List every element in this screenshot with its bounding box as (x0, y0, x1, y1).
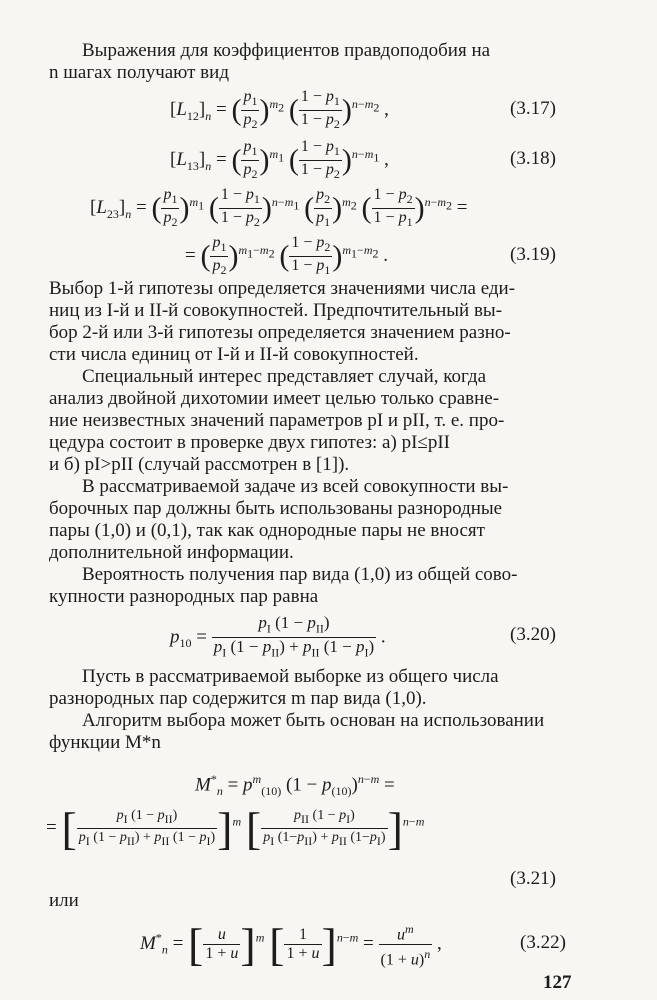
equation-number: (3.22) (520, 932, 566, 953)
equation-number: (3.18) (510, 148, 556, 169)
equation-3-20: $p_{10}$ = $\frac{p_I (1 - p_{II})}{p_I (1 - p_{II}) + p_{II} (1 - p_I)}$ . (170, 613, 386, 660)
text-line: цедура состоит в проверке двух гипотез: а) pI≤pII (49, 432, 450, 453)
text-line: n шагах получают вид (49, 62, 229, 83)
equation-number: (3.17) (510, 98, 556, 119)
equation-number: (3.20) (510, 624, 556, 645)
equation-3-17: $[L_{12}]_n$ = ( $\frac{p_1}{p_2}$ )$^{m_2}$ ( $\frac{1 - p_1}{1 - p_2}$ )$^{n-m_2}$ , (170, 88, 389, 132)
text-line: Специальный интерес представляет случай, когда (82, 366, 487, 387)
equation-3-19-line1: $[L_{23}]_n$ = ( $\frac{p_1}{p_2}$ )$^{m_1}$ ( $\frac{1 - p_1}{1 - p_2}$ )$^{n-m_1}$ ( $\frac{p_2}{p_1}$ )$^{m_2}$ ( $\frac{1 - p_2}{1 - p_1}$ )$^{n-m_2}$ = (90, 186, 468, 230)
text-line: или (49, 890, 79, 911)
text-line: функции M*n (49, 732, 161, 753)
page-number: 127 (543, 972, 572, 993)
text-line: пары (1,0) и (0,1), так как однородные пары не вносят (49, 520, 485, 541)
text-line: бор 2-й или 3-й гипотезы определяется значением разно- (49, 322, 511, 343)
text-line: ние неизвестных значений параметров pI и pII, т. е. про- (49, 410, 505, 431)
text-line: разнородных пар содержится m пар вида (1,0). (49, 688, 427, 709)
text-line: Алгоритм выбора может быть основан на использовании (82, 710, 545, 731)
equation-3-22: $M^*_n$ = [ $\frac{u}{1 + u}$ ]$^m$ [ $\frac{1}{1 + u}$ ]$^{n-m}$ = $\frac{u^m}{(1 + u)^n}$ , (140, 919, 442, 970)
equation-3-18: $[L_{13}]_n$ = ( $\frac{p_1}{p_2}$ )$^{m_1}$ ( $\frac{1 - p_1}{1 - p_2}$ )$^{n-m_1}$ , (170, 138, 389, 182)
text-line: купности разнородных пар равна (49, 586, 319, 607)
text-line: борочных пар должны быть использованы разнородные (49, 498, 503, 519)
equation-number: (3.19) (510, 244, 556, 265)
text-line: Вероятность получения пар вида (1,0) из общей сово- (82, 564, 518, 585)
equation-3-21-line2: = [ $\frac{p_I (1 - p_{II})}{p_I (1 - p_{II}) + p_{II} (1 - p_I)}$ ]$^m$ [ $\frac{p_{II} (1 - p_I)}{p_I (1-p_{II}) + p_{II} (1-p_I)}$ ]$^{n-m}$ (46, 803, 425, 854)
text-line: ниц из I-й и II-й совокупностей. Предпочтительный вы- (49, 300, 503, 321)
text-line: анализ двойной дихотомии имеет целью только сравне- (49, 388, 500, 409)
equation-3-21-line1: $M^*_n = p^m_{(10)}$ $(1 - p_{(10)})^{n-m}$ = (195, 772, 395, 799)
text-line: Выражения для коэффициентов правдоподобия на (82, 40, 491, 61)
text-line: Пусть в рассматриваемой выборке из общего числа (82, 666, 499, 687)
equation-3-19-line2: = ( $\frac{p_1}{p_2}$ )$^{m_1-m_2}$ ( $\frac{1 - p_2}{1 - p_1}$ )$^{m_1-m_2}$ . (185, 234, 388, 278)
text-line: Выбор 1-й гипотезы определяется значениями числа еди- (49, 278, 516, 299)
text-line: и б) pI>pII (случай рассмотрен в [1]). (49, 454, 350, 475)
text-line: В рассматриваемой задаче из всей совокупности вы- (82, 476, 509, 497)
equation-number: (3.21) (510, 868, 556, 889)
text-line: сти числа единиц от I-й и II-й совокупностей. (49, 344, 419, 365)
text-line: дополнительной информации. (49, 542, 294, 563)
